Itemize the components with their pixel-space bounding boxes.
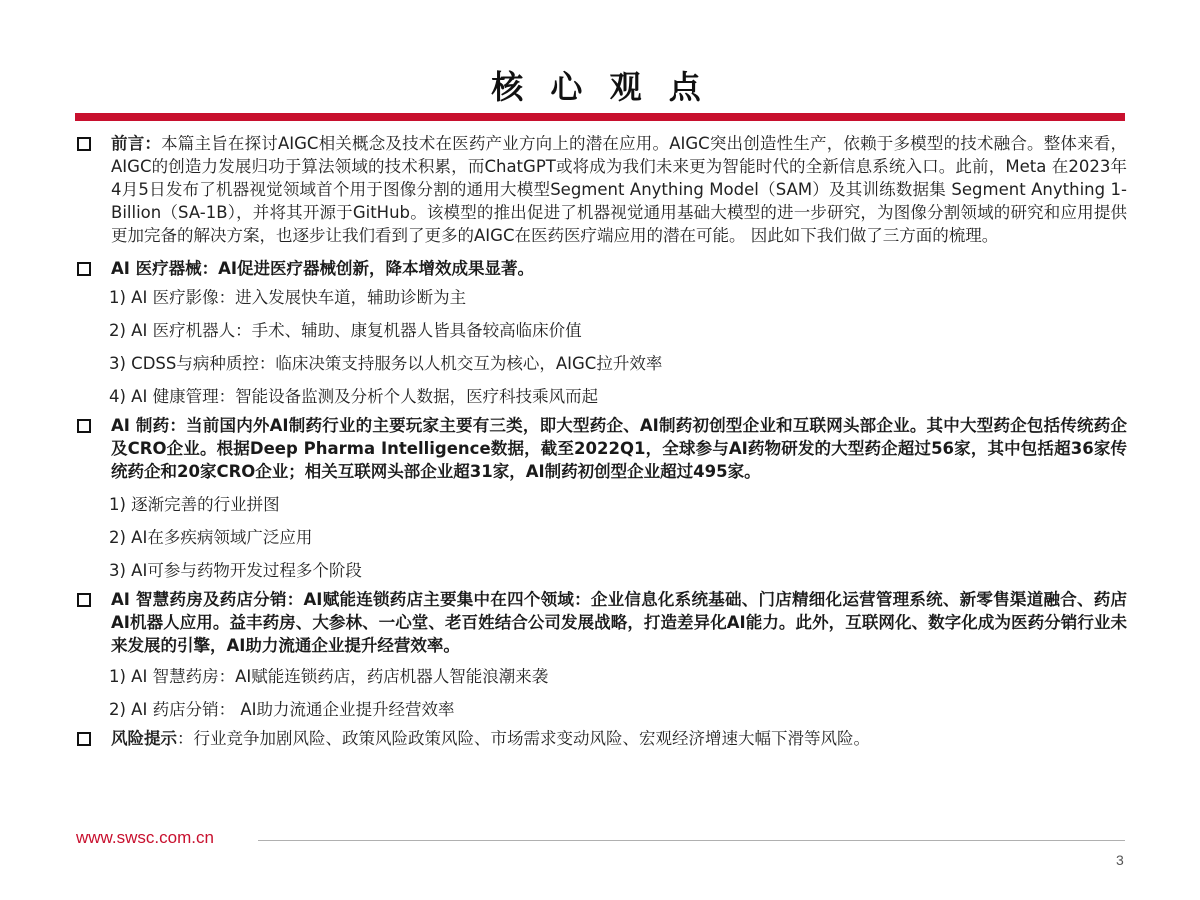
list-item: 1) AI 医疗影像：进入发展快车道，辅助诊断为主 bbox=[109, 288, 467, 307]
page-title: 核 心 观 点 bbox=[491, 68, 709, 106]
medical-devices-heading: AI 医疗器械：AI促进医疗器械创新，降本增效成果显著。 bbox=[111, 259, 535, 278]
ai-pharma-list bbox=[75, 493, 1127, 592]
square-bullet-icon bbox=[77, 419, 91, 433]
smart-pharmacy-list bbox=[75, 665, 1127, 731]
section-risk bbox=[75, 727, 1127, 750]
preface-lead: 前言： bbox=[111, 134, 162, 153]
list-item: 1) AI 智慧药房：AI赋能连锁药店，药店机器人智能浪潮来袭 bbox=[109, 667, 549, 686]
square-bullet-icon bbox=[77, 732, 91, 746]
list-item: 2) AI 医疗机器人：手术、辅助、康复机器人皆具备较高临床价值 bbox=[109, 321, 582, 340]
page-number: 3 bbox=[1116, 852, 1124, 868]
risk-lead: 风险提示 bbox=[111, 729, 177, 748]
section-preface bbox=[75, 132, 1127, 247]
footer-website-link[interactable]: www.swsc.com.cn bbox=[76, 828, 214, 847]
main-content bbox=[75, 128, 1127, 750]
section-medical-devices bbox=[75, 257, 1127, 280]
square-bullet-icon bbox=[77, 262, 91, 276]
list-item: 2) AI 药店分销： AI助力流通企业提升经营效率 bbox=[109, 700, 455, 719]
section-ai-pharma bbox=[75, 414, 1127, 483]
smart-pharmacy-paragraph: AI 智慧药房及药店分销：AI赋能连锁药店主要集中在四个领域：企业信息化系统基础、门店精细化运营管理系统、新零售渠道融合、药店AI机器人应用。益丰药房、大参林、一心堂、老百姓结合公司发展战略，打造差异化AI能力。此外，互联网化、数字化成为医药分销行业未来发展的引擎，AI助力流通企业提升经营效率。 bbox=[111, 590, 1127, 655]
list-item: 3) CDSS与病种质控：临床决策支持服务以人机交互为核心，AIGC拉升效率 bbox=[109, 354, 663, 373]
ai-pharma-paragraph: AI 制药：当前国内外AI制药行业的主要玩家主要有三类，即大型药企、AI制药初创型企业和互联网头部企业。其中大型药企包括传统药企及CRO企业。根据Deep Pharma Intelligence数据，截至2022Q1，全球参与AI药物研发的大型药企超过56家，其中包括超36家传统药企和20家CRO企业；相关互联网头部企业超31家，AI制药初创型企业超过495家。 bbox=[111, 416, 1127, 481]
square-bullet-icon bbox=[77, 593, 91, 607]
list-item: 1) 逐渐完善的行业拼图 bbox=[109, 495, 280, 514]
preface-text: 本篇主旨在探讨AIGC相关概念及技术在医药产业方向上的潜在应用。AIGC突出创造性生产，依赖于多模型的技术融合。整体来看，AIGC的创造力发展归功于算法领域的技术积累，而ChatGPT或将成为我们未来更为智能时代的全新信息系统入口。此前，Meta 在2023年4月5日发布了机器视觉领域首个用于图像分割的通用大模型Segment Anything Model（SAM）及其训练数据集 Segment Anything 1-Billion（SA-1B），并将其开源于GitHub。该模型的推出促进了机器视觉通用基础大模型的进一步研究，为图像分割领域的研究和应用提供更加完备的解决方案，也逐步让我们看到了更多的AIGC在医药医疗端应用的潜在可能。 因此如下我们做了三方面的梳理。 bbox=[111, 134, 1128, 245]
square-bullet-icon bbox=[77, 137, 91, 151]
section-smart-pharmacy bbox=[75, 588, 1127, 657]
title-divider bbox=[75, 113, 1125, 121]
risk-paragraph bbox=[111, 727, 1127, 750]
list-item: 4) AI 健康管理：智能设备监测及分析个人数据，医疗科技乘风而起 bbox=[109, 387, 599, 406]
medical-devices-list bbox=[75, 286, 1127, 418]
list-item: 3) AI可参与药物开发过程多个阶段 bbox=[109, 561, 362, 580]
list-item: 2) AI在多疾病领域广泛应用 bbox=[109, 528, 313, 547]
preface-paragraph bbox=[111, 132, 1127, 247]
footer-divider bbox=[258, 840, 1125, 841]
risk-text: ：行业竞争加剧风险、政策风险政策风险、市场需求变动风险、宏观经济增速大幅下滑等风险。 bbox=[177, 729, 870, 748]
